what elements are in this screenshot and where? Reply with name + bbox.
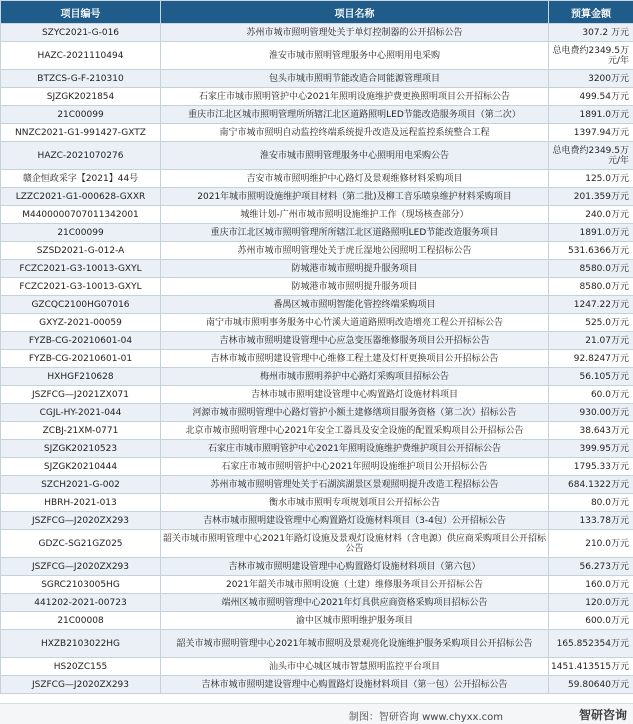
- cell-project-name: 吉林市城市照明建设管理中心购置路灯设施材料项目（第六包）: [161, 558, 549, 576]
- cell-project-name: 南宁市城市照明事务服务中心竹溪大道道路照明改造增亮工程公开招标公告: [161, 314, 549, 332]
- table-row: [1, 658, 633, 676]
- cell-project-name: 2021年韶关市城市照明设施（土建）维修服务项目公开招标公告: [161, 576, 549, 594]
- cell-project-code: BTZCS-G-F-210310: [1, 70, 161, 88]
- cell-budget: 60.0万元: [549, 386, 633, 404]
- cell-project-name: 韶关市城市照明管理中心2021年城市照明及景观亮化设施维护服务采购项目公开招标公告: [161, 630, 549, 658]
- cell-budget: 21.07万元: [549, 332, 633, 350]
- cell-project-name: 苏州市城市照明管理处关于石湖滨湖景区景观照明提升改造工程招标公告: [161, 476, 549, 494]
- cell-project-code: HAZC-2021070276: [1, 142, 161, 170]
- table-row: [1, 124, 633, 142]
- cell-budget: 总电费约2349.5万元/年: [549, 142, 633, 170]
- table-row: [1, 422, 633, 440]
- cell-budget: 133.78万元: [549, 512, 633, 530]
- cell-project-name: 吉林市城市照明建设管理中心维修工程土建及灯杆更换项目公开招标公告: [161, 350, 549, 368]
- table-row: [1, 440, 633, 458]
- cell-budget: 240.0万元: [549, 206, 633, 224]
- cell-project-name: 石家庄市城市照明管护中心2021年照明设施维护项目公开招标公告: [161, 458, 549, 476]
- table-row: [1, 170, 633, 188]
- cell-budget: 600.0万元: [549, 612, 633, 630]
- cell-project-name: 南宁市城市照明自动监控终端系统提升改造及远程监控系统整合工程: [161, 124, 549, 142]
- cell-project-name: 重庆市江北区城市照明管理所所辖江北区道路照明LED节能改造服务项目（第二次）: [161, 106, 549, 124]
- cell-project-name: 吉林市城市照明建设管理中心购置路灯设施材料项目（3-4包）公开招标公告: [161, 512, 549, 530]
- cell-project-code: LZZC2021-G1-000628-GXXR: [1, 188, 161, 206]
- cell-project-name: 苏州市城市照明管理处关于单灯控制器的公开招标公告: [161, 24, 549, 42]
- table-row: [1, 70, 633, 88]
- cell-project-name: 苏州市城市照明管理处关于虎丘湿地公园照明工程招标公告: [161, 242, 549, 260]
- cell-budget: 684.1322万元: [549, 476, 633, 494]
- table-row: [1, 476, 633, 494]
- cell-project-name: 2021年城市照明设施维护项目材料（第二批)及柳工音乐喷泉维护材料采购项目: [161, 188, 549, 206]
- cell-budget: 125.0万元: [549, 170, 633, 188]
- table-row: [1, 88, 633, 106]
- table-row: [1, 314, 633, 332]
- cell-project-code: FCZC2021-G3-10013-GXYL: [1, 260, 161, 278]
- cell-project-code: 21C00099: [1, 106, 161, 124]
- cell-project-code: HS20ZC155: [1, 658, 161, 676]
- cell-project-code: SZSD2021-G-012-A: [1, 242, 161, 260]
- header-project-code: 项目编号: [1, 1, 161, 24]
- cell-project-name: 梅州市城市照明养护中心路灯采购项目招标公告: [161, 368, 549, 386]
- cell-project-code: HXHGF210628: [1, 368, 161, 386]
- cell-budget: 160.0万元: [549, 576, 633, 594]
- cell-project-name: 衡水市城市照明专项规划项目公开招标公告: [161, 494, 549, 512]
- cell-project-name: 河源市城市照明管理中心路灯管护小额土建修缮项目服务资格（第二次）招标公告: [161, 404, 549, 422]
- cell-project-name: 吉林市城市照明建设管理中心购置路灯设施材料项目（第一包）公开招标公告: [161, 676, 549, 694]
- cell-project-code: SJZGK20210444: [1, 458, 161, 476]
- cell-project-name: 吉林市城市照明建设管理中心购置路灯设施材料项目: [161, 386, 549, 404]
- cell-project-name: 北京市城市照明管理中心2021年安全工器具及安全设施的配置采购项目公开招标公告: [161, 422, 549, 440]
- cell-budget: 8580.0万元: [549, 278, 633, 296]
- table-row: [1, 368, 633, 386]
- cell-budget: 1891.0万元: [549, 224, 633, 242]
- cell-project-name: 防城港市城市照明提升服务项目: [161, 260, 549, 278]
- cell-project-code: 赣企恒政采字【2021】44号: [1, 170, 161, 188]
- table-row: [1, 530, 633, 558]
- cell-project-code: FYZB-CG-20210601-04: [1, 332, 161, 350]
- table-row: [1, 350, 633, 368]
- cell-project-code: SZCH2021-G-002: [1, 476, 161, 494]
- cell-project-code: SJZGK2021854: [1, 88, 161, 106]
- cell-budget: 210.0万元: [549, 530, 633, 558]
- cell-project-name: 吉林市城市照明建设管理中心应急变压器维修服务项目公开招标公告: [161, 332, 549, 350]
- table-row: [1, 260, 633, 278]
- cell-project-name: 淮安市城市照明管理服务中心照明用电采购: [161, 42, 549, 70]
- table-row: [1, 332, 633, 350]
- cell-budget: 56.273万元: [549, 558, 633, 576]
- cell-project-name: 包头市城市照明节能改造合同能源管理项目: [161, 70, 549, 88]
- cell-project-code: 441202-2021-00723: [1, 594, 161, 612]
- cell-project-code: SGRC2103005HG: [1, 576, 161, 594]
- cell-project-code: HXZB2103022HG: [1, 630, 161, 658]
- cell-project-name: 重庆市江北区城市照明管理所所辖江北区道路照明LED节能改造服务项目: [161, 224, 549, 242]
- cell-project-code: GZCQC2100HG07016: [1, 296, 161, 314]
- table-row: [1, 630, 633, 658]
- cell-project-code: NNZC2021-G1-991427-GXTZ: [1, 124, 161, 142]
- table-row: [1, 24, 633, 42]
- table-row: [1, 594, 633, 612]
- cell-budget: 92.8247万元: [549, 350, 633, 368]
- cell-project-code: FCZC2021-G3-10013-GXYL: [1, 278, 161, 296]
- cell-budget: 499.54万元: [549, 88, 633, 106]
- table-row: [1, 494, 633, 512]
- table-row: [1, 106, 633, 124]
- cell-budget: 1247.22万元: [549, 296, 633, 314]
- cell-project-name: 吉安市城市照明维护中心路灯及景观维修材料采购项目: [161, 170, 549, 188]
- table-row: [1, 206, 633, 224]
- header-project-name: 项目名称: [161, 1, 549, 24]
- table-row: [1, 242, 633, 260]
- table-row: [1, 42, 633, 70]
- cell-budget: 525.0万元: [549, 314, 633, 332]
- cell-budget: 38.643万元: [549, 422, 633, 440]
- cell-project-code: ZCBJ-21XM-0771: [1, 422, 161, 440]
- cell-project-code: 21C00099: [1, 224, 161, 242]
- cell-project-name: 石家庄市城市照明管护中心2021年照明设施维护费维护项目公开招标公告: [161, 440, 549, 458]
- cell-project-name: 韶关市城市照明管理中心2021年路灯设施及景观灯设施材料（含电源）供应商采购项目公开招标公告: [161, 530, 549, 558]
- cell-project-code: M4400000707011342001: [1, 206, 161, 224]
- table-row: [1, 576, 633, 594]
- cell-budget: 399.95万元: [549, 440, 633, 458]
- table-row: [1, 188, 633, 206]
- cell-project-code: 21C00008: [1, 612, 161, 630]
- cell-budget: 8580.0万元: [549, 260, 633, 278]
- cell-project-code: JSZFCG—J2020ZX293: [1, 676, 161, 694]
- source-note: 制图：智研咨询 www.chyxx.com: [348, 712, 503, 723]
- cell-budget: 1451.413515万元: [549, 658, 633, 676]
- cell-budget: 307.2 万元: [549, 24, 633, 42]
- cell-project-name: 番禺区城市照明智能化管控终端采购项目: [161, 296, 549, 314]
- table-body: [1, 24, 633, 694]
- table-row: [1, 404, 633, 422]
- table-row: [1, 512, 633, 530]
- table-row: [1, 278, 633, 296]
- table-row: [1, 224, 633, 242]
- cell-project-name: 防城港市城市照明提升服务项目: [161, 278, 549, 296]
- cell-project-code: JSZFCG—J2020ZX293: [1, 558, 161, 576]
- cell-project-name: 石家庄市城市照明管护中心2021年照明设施维护费更换照明项目公开招标公告: [161, 88, 549, 106]
- cell-project-code: JSZFCG—J2021ZX071: [1, 386, 161, 404]
- table-row: [1, 296, 633, 314]
- cell-budget: 1795.33万元: [549, 458, 633, 476]
- cell-project-code: FYZB-CG-20210601-01: [1, 350, 161, 368]
- table-row: [1, 458, 633, 476]
- cell-project-name: 城维计划-广州市城市照明设施维护工作（现场核查部分）: [161, 206, 549, 224]
- cell-project-code: SJZGK20210523: [1, 440, 161, 458]
- cell-budget: 80.0万元: [549, 494, 633, 512]
- cell-budget: 930.00万元: [549, 404, 633, 422]
- footer-bar: [0, 703, 633, 724]
- cell-project-code: GXYZ-2021-00059: [1, 314, 161, 332]
- cell-project-name: 汕头市中心城区城市智慧照明监控平台项目: [161, 658, 549, 676]
- cell-project-code: HAZC-2021110494: [1, 42, 161, 70]
- table-header-row: [1, 1, 633, 24]
- table-row: [1, 676, 633, 694]
- cell-budget: 531.6366万元: [549, 242, 633, 260]
- table-row: [1, 142, 633, 170]
- cell-project-name: 端州区城市照明管理中心2021年灯具供应商资格采购项目招标公告: [161, 594, 549, 612]
- cell-budget: 3200万元: [549, 70, 633, 88]
- cell-project-code: GDZC-SG21GZ025: [1, 530, 161, 558]
- cell-budget: 1397.94万元: [549, 124, 633, 142]
- table-row: [1, 558, 633, 576]
- cell-project-code: SZYC2021-G-016: [1, 24, 161, 42]
- cell-budget: 59.80640万元: [549, 676, 633, 694]
- table-row: [1, 612, 633, 630]
- cell-budget: 165.852354万元: [549, 630, 633, 658]
- cell-budget: 120.0万元: [549, 594, 633, 612]
- cell-budget: 56.105万元: [549, 368, 633, 386]
- cell-project-code: CGJL-HY-2021-044: [1, 404, 161, 422]
- cell-budget: 总电费约2349.5万元/年: [549, 42, 633, 70]
- cell-project-name: 渝中区城市照明维护服务项目: [161, 612, 549, 630]
- brand-watermark: 智研咨询: [578, 708, 627, 722]
- table-row: [1, 386, 633, 404]
- cell-budget: 201.359万元: [549, 188, 633, 206]
- cell-project-code: JSZFCG—J2020ZX293: [1, 512, 161, 530]
- cell-project-code: HBRH-2021-013: [1, 494, 161, 512]
- cell-budget: 1891.0万元: [549, 106, 633, 124]
- header-budget: 预算金额: [549, 1, 633, 24]
- cell-project-name: 淮安市城市照明管理服务中心照明用电采购公告: [161, 142, 549, 170]
